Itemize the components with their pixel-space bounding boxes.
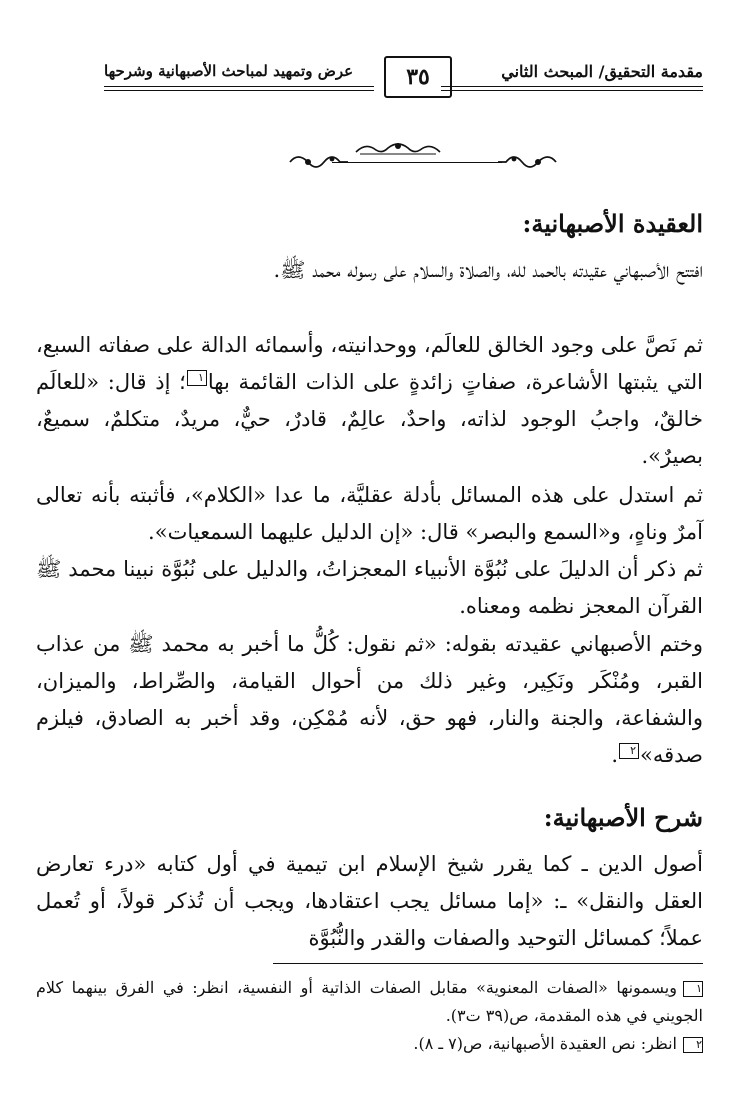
footnote	[36, 1030, 703, 1058]
header-rule	[104, 86, 374, 87]
paragraph: ثم ذكر أن الدليلَ على نُبُوَّة الأنبياء المعجزاتُ، والدليل على نُبُوَّة نبينا محمد ﷺ القرآن المعجز نظمه ومعناه.	[36, 557, 703, 618]
footnote-number: ١	[683, 981, 703, 997]
section-heading: شرح الأصبهانية:	[543, 803, 703, 832]
paragraph: ثم استدل على هذه المسائل بأدلة عقليَّة، ما عدا «الكلام»، فأثبته بأنه تعالى آمرٌ وناهٍ، و«السمع والبصر» قال: «إن الدليل عليهما السمعيات».	[36, 483, 703, 544]
page-number: ٣٥	[384, 56, 452, 98]
paragraph-text: وختم الأصبهاني عقيدته بقوله: «ثم نقول: كُلُّ ما أخبر به محمد ﷺ من عذاب القبر، ومُنْكَر ونَكِير، وغير ذلك من أحوال القيامة، والصِّراط، والميزان، والشفاعة، والجنة والنار، فهو حق، لأنه مُمْكِن، وقد أخبر به الصادق، فيلزم صدقه»	[36, 632, 703, 767]
paragraph-text: ثم نَصَّ على وجود الخالق للعالَم، ووحدانيته، وأسمائه الدالة على صفاته السبع، التي يثبتها الأشاعرة، صفاتٍ زائدةٍ على الذات القائمة بها	[36, 333, 703, 394]
header-rule	[441, 90, 703, 91]
footnote-ref[interactable]: ٢	[619, 743, 639, 759]
ornament-left-icon	[288, 150, 350, 174]
header-rule	[104, 90, 374, 91]
section-ornament	[0, 140, 755, 180]
footnote-number: ٢	[683, 1037, 703, 1053]
paragraph: أصول الدين ـ كما يقرر شيخ الإسلام ابن تيمية في أول كتابه «درء تعارض العقل والنقل» ـ: «إما مسائل يجب اعتقادها، ويجب أن تُذكر قولاً، أو تُعمل عملاً؛ كمسائل التوحيد والصفات والقدر والنُّبُوَّة	[36, 852, 703, 950]
ornament-flourish-icon	[352, 140, 444, 156]
section-heading: العقيدة الأصبهانية:	[522, 209, 703, 238]
footnote	[36, 974, 703, 1030]
footnote-text: انظر: نص العقيدة الأصبهانية، ص(٧ ـ ٨).	[413, 1034, 677, 1053]
header-rule	[441, 86, 703, 87]
paragraph-text: .	[611, 743, 618, 767]
running-header	[104, 56, 703, 100]
paragraph	[36, 626, 703, 774]
footnote-ref[interactable]: ١	[187, 370, 207, 386]
ornament-rule	[332, 162, 502, 163]
paragraph-text: ؛ إذ قال: «للعالَم خالقٌ، واجبُ الوجود لذاته، واحدٌ، عالِمٌ، قادرٌ، حيٌّ، مريدٌ، متكلمٌ، سميعٌ، بصيرٌ».	[36, 370, 703, 468]
paragraph: افتتح الأصبهاني عقيدته بالحمد لله، والصلاة والسلام على رسوله محمد ﷺ.	[273, 258, 703, 282]
ornament-right-icon	[496, 150, 558, 174]
footnote-separator	[273, 963, 703, 964]
footnote-text: ويسمونها «الصفات المعنوية» مقابل الصفات الذاتية أو النفسية، انظر: في الفرق بينهما كلام الجويني في هذه المقدمة، ص(٣٩ ت٣).	[36, 978, 703, 1025]
header-chapter-title: مقدمة التحقيق/ المبحث الثاني	[501, 62, 703, 81]
paragraph	[36, 327, 703, 475]
footnotes	[36, 974, 703, 1058]
header-section-title: عرض وتمهيد لمباحث الأصبهانية وشرحها	[104, 62, 354, 80]
